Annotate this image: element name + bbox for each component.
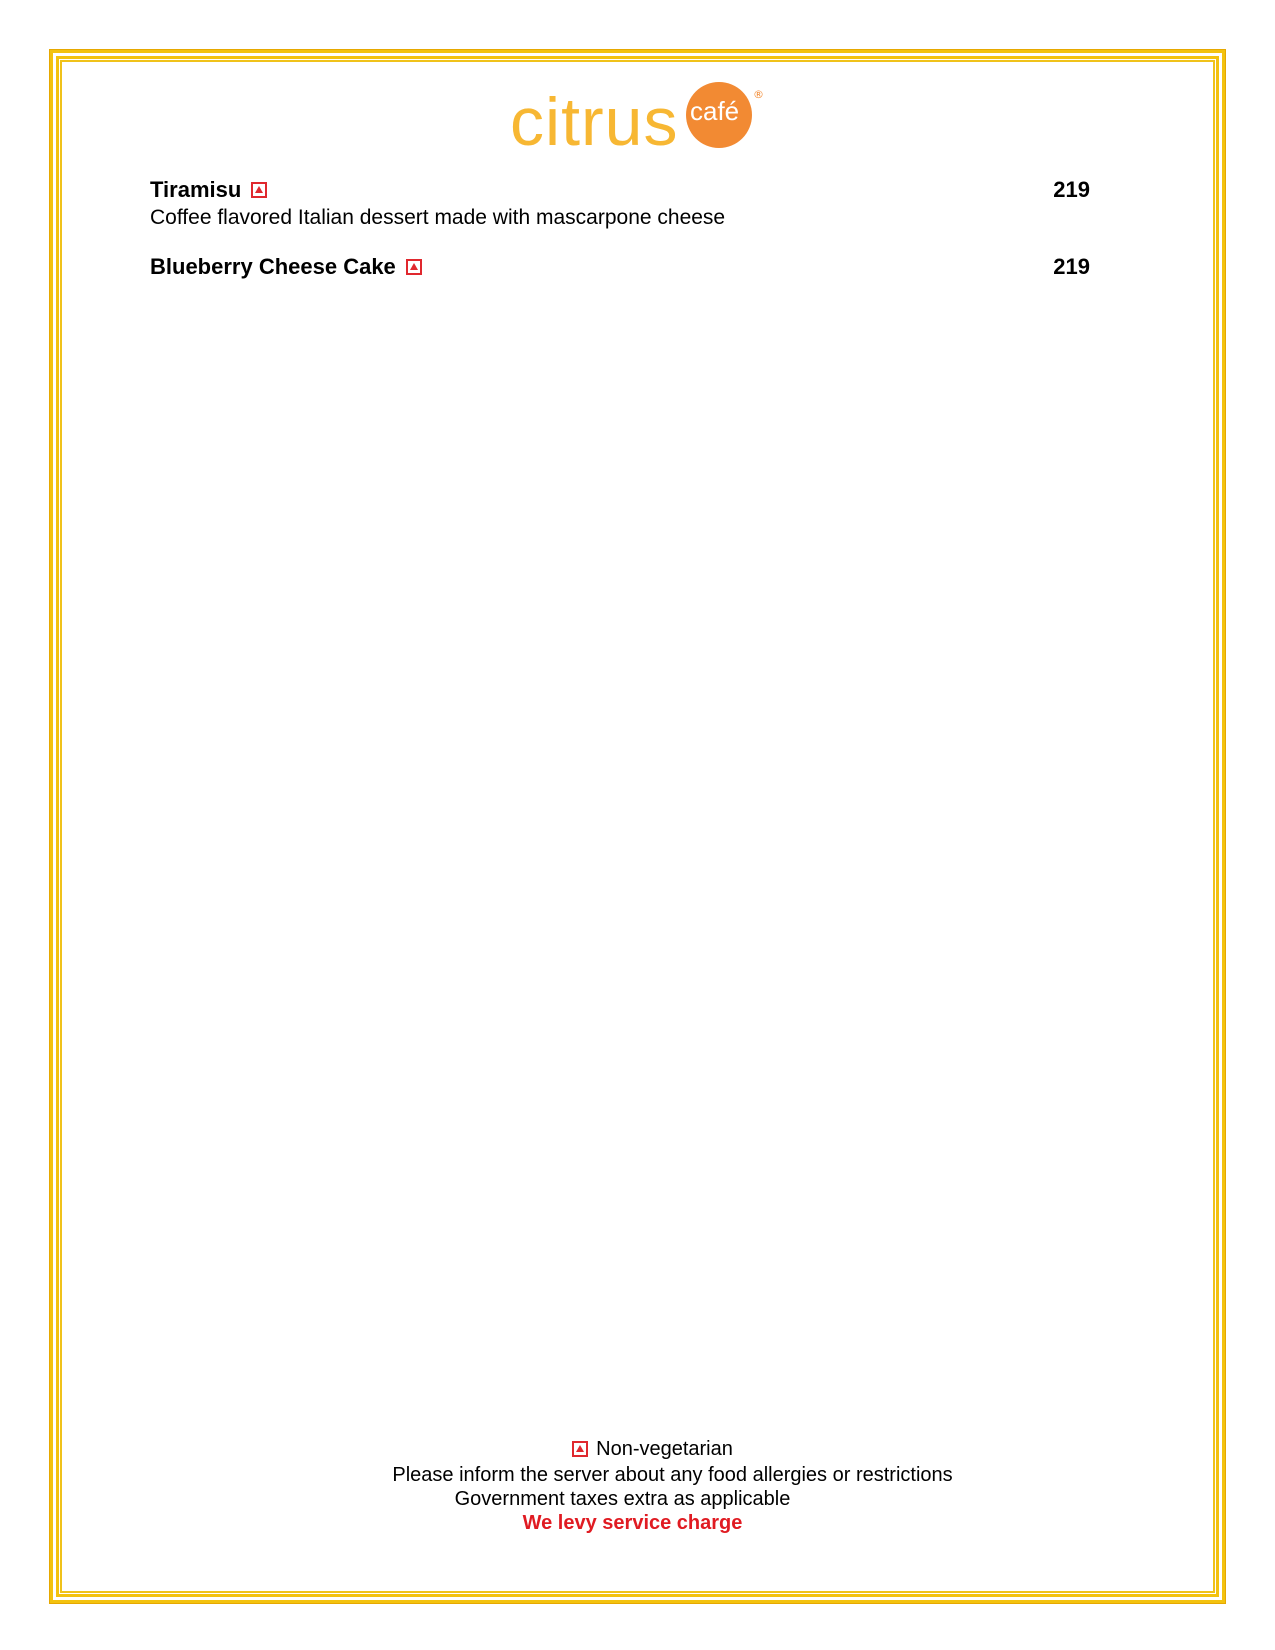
taxes-note: Government taxes extra as applicable <box>454 1488 791 1510</box>
item-name-text: Blueberry Cheese Cake <box>150 254 396 279</box>
menu-item-tiramisu <box>150 175 1090 231</box>
item-description: Coffee flavored Italian dessert made with mascarpone cheese <box>150 206 726 229</box>
service-charge-note: We levy service charge <box>522 1512 743 1534</box>
non-veg-icon <box>251 182 267 198</box>
item-name <box>150 175 267 205</box>
legend-text: Non-vegetarian <box>596 1438 733 1460</box>
allergy-note: Please inform the server about any food allergies or restrictions <box>392 1464 953 1486</box>
citrus-cafe-logo <box>510 70 780 170</box>
menu-footer <box>0 1437 1275 1535</box>
non-veg-icon <box>406 259 422 275</box>
item-name <box>150 252 422 282</box>
item-name-text: Tiramisu <box>150 177 242 202</box>
non-veg-icon <box>572 1441 588 1457</box>
logo-word: citrus <box>510 84 679 160</box>
logo-badge-text: café <box>690 96 740 126</box>
menu-item-blueberry-cheese-cake <box>150 252 1090 282</box>
non-veg-legend <box>572 1437 733 1461</box>
page-frame-inner <box>60 60 1215 1593</box>
registered-mark: ® <box>753 88 764 101</box>
item-price: 219 <box>1053 254 1090 279</box>
item-price: 219 <box>1053 177 1090 202</box>
